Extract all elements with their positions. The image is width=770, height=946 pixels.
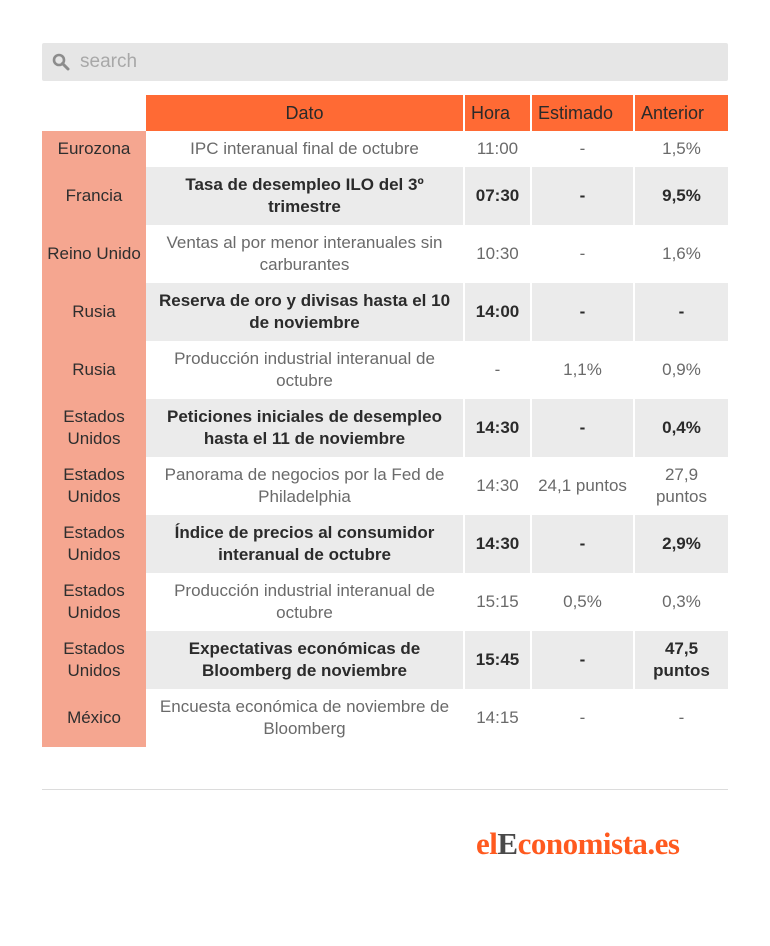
anterior-cell: 9,5% (635, 167, 728, 225)
dato-cell: Peticiones iniciales de desempleo hasta el 11 de noviembre (146, 399, 465, 457)
anterior-cell: 1,5% (662, 139, 701, 158)
dato-cell: Panorama de negocios por la Fed de Philadelphia (146, 457, 465, 515)
country-cell: Francia (42, 167, 146, 225)
country-cell: México (42, 689, 146, 747)
estimado-cell: 1,1% (532, 341, 635, 399)
estimado-cell: 0,5% (532, 573, 635, 631)
anterior-cell: 0,4% (635, 399, 728, 457)
estimado-cell: - (532, 225, 635, 283)
hora-cell: 14:30 (465, 399, 532, 457)
estimado-column-header[interactable]: Estimado (532, 95, 635, 131)
hora-column-header[interactable]: Hora (465, 95, 532, 131)
hora-cell: 11:00 (465, 131, 532, 167)
dato-cell: Producción industrial interanual de octubre (146, 341, 465, 399)
hora-cell: 15:45 (465, 631, 532, 689)
search-bar[interactable] (42, 43, 728, 81)
hora-cell: - (465, 341, 532, 399)
dato-cell: Ventas al por menor interanuales sin carburantes (146, 225, 465, 283)
divider (42, 789, 728, 790)
country-cell: Estados Unidos (42, 515, 146, 573)
country-cell: Rusia (42, 283, 146, 341)
anterior-cell: 47,5 puntos (635, 631, 728, 689)
anterior-cell: - (635, 283, 728, 341)
country-cell: Estados Unidos (42, 631, 146, 689)
country-cell: Estados Unidos (42, 399, 146, 457)
anterior-cell: - (678, 708, 685, 727)
anterior-cell: 1,6% (662, 244, 701, 263)
hora-cell: 14:30 (465, 457, 532, 515)
table-row (42, 167, 728, 225)
estimado-cell: 24,1 puntos (532, 457, 635, 515)
hora-cell: 10:30 (465, 225, 532, 283)
anterior-cell: 0,9% (662, 360, 701, 379)
estimado-cell: - (532, 399, 635, 457)
table-row (42, 341, 728, 399)
anterior-cell: 27,9 puntos (655, 465, 708, 506)
dato-cell: Índice de precios al consumidor interanual de octubre (146, 515, 465, 573)
hora-cell: 15:15 (465, 573, 532, 631)
table-row (42, 573, 728, 631)
estimado-cell: - (532, 689, 635, 747)
hora-cell: 07:30 (465, 167, 532, 225)
logo-part-e: E (497, 826, 518, 861)
table-header-row (42, 95, 728, 131)
country-cell: Estados Unidos (42, 457, 146, 515)
table-row (42, 457, 728, 515)
logo-part-nomista: nomista.es (545, 826, 680, 861)
dato-cell: Tasa de desempleo ILO del 3º trimestre (146, 167, 465, 225)
country-cell: Rusia (42, 341, 146, 399)
country-cell: Estados Unidos (42, 573, 146, 631)
table-row (42, 689, 728, 747)
anterior-cell: 2,9% (635, 515, 728, 573)
country-cell: Eurozona (42, 131, 146, 167)
dato-cell: IPC interanual final de octubre (146, 131, 465, 167)
hora-cell: 14:00 (465, 283, 532, 341)
estimado-cell: - (532, 283, 635, 341)
content (42, 43, 728, 747)
country-cell: Reino Unido (42, 225, 146, 283)
estimado-cell: - (532, 131, 635, 167)
eleconomista-logo[interactable] (476, 826, 679, 862)
logo-part-el: el (476, 826, 498, 861)
estimado-cell: - (532, 631, 635, 689)
estimado-cell: - (532, 515, 635, 573)
anterior-column-header[interactable]: Anterior (635, 95, 728, 131)
table-row (42, 399, 728, 457)
dato-column-header[interactable]: Dato (146, 95, 465, 131)
table-row (42, 515, 728, 573)
dato-cell: Expectativas económicas de Bloomberg de noviembre (146, 631, 465, 689)
table-row (42, 631, 728, 689)
search-icon (52, 53, 70, 71)
country-column-header (42, 95, 146, 131)
dato-cell: Reserva de oro y divisas hasta el 10 de noviembre (146, 283, 465, 341)
table-body (42, 131, 728, 747)
table-row (42, 283, 728, 341)
anterior-cell: 0,3% (662, 592, 701, 611)
logo-part-co: co (517, 826, 546, 861)
hora-cell: 14:30 (465, 515, 532, 573)
dato-cell: Producción industrial interanual de octubre (146, 573, 465, 631)
table-row (42, 131, 728, 167)
estimado-cell: - (532, 167, 635, 225)
calendar-table (42, 95, 728, 747)
search-input[interactable] (78, 50, 728, 74)
dato-cell: Encuesta económica de noviembre de Bloomberg (146, 689, 465, 747)
table-row (42, 225, 728, 283)
hora-cell: 14:15 (465, 689, 532, 747)
